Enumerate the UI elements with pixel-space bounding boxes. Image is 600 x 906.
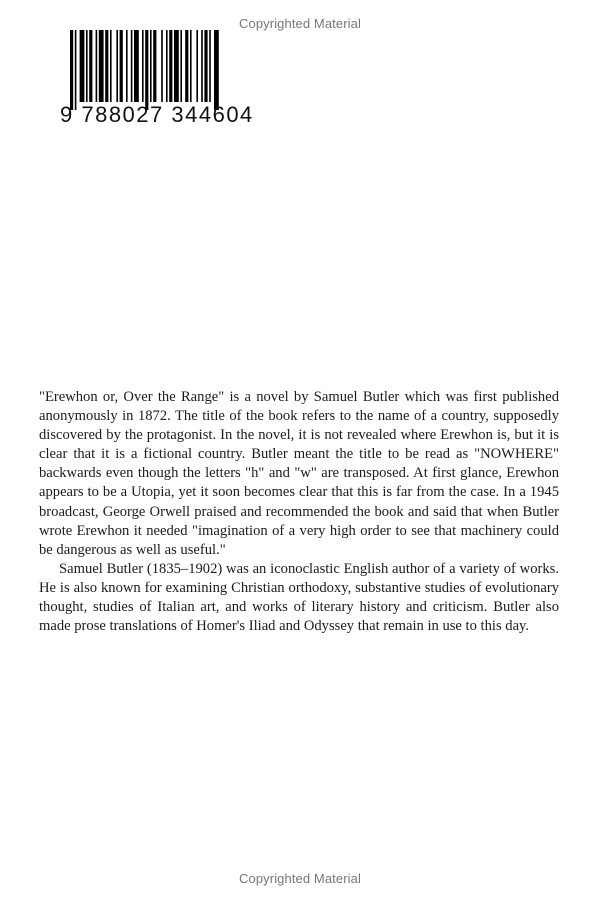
barcode-bar — [209, 30, 211, 102]
barcode-bar — [185, 30, 188, 102]
barcode-bar — [174, 30, 179, 102]
book-description — [39, 388, 559, 636]
barcode-bar — [110, 30, 112, 102]
barcode-bar — [120, 30, 123, 102]
barcode-bar — [196, 30, 198, 102]
barcode-bar — [204, 30, 207, 102]
barcode-bar — [99, 30, 104, 102]
barcode-bar — [153, 30, 156, 102]
barcode-bar — [214, 30, 219, 110]
barcode-bar — [126, 30, 128, 102]
barcode-bar — [86, 30, 88, 102]
barcode-bars — [70, 30, 219, 110]
barcode-bar — [131, 30, 133, 102]
copyright-watermark-bottom: Copyrighted Material — [239, 871, 361, 886]
barcode-bar — [89, 30, 92, 102]
isbn-barcode-icon — [60, 28, 260, 124]
barcode-bar — [145, 30, 148, 110]
barcode-bar — [142, 30, 144, 102]
blurb-paragraph-novel: "Erewhon or, Over the Range" is a novel by Samuel Butler which was first published anonymously in 1872. The title of the book refers to the name of a country, supposedly discovered by the protagonist. In the novel, it is not revealed where Erewhon is, but it is clear that it is a fictional country. Butler meant the title to be read as "NOWHERE" backwards even though the letters "h" and "w" are transposed. At first glance, Erewhon appears to be a Utopia, yet it soon becomes clear that this is far from the case. In a 1945 broadcast, George Orwell praised and recommended the book and said that when Butler wrote Erewhon it needed "imagination of a very high order to see that machinery could be dangerous as well as useful." — [39, 389, 559, 558]
barcode-bar — [180, 30, 182, 102]
barcode-bar — [201, 30, 203, 102]
barcode-bar — [96, 30, 98, 102]
barcode-bar — [150, 30, 152, 102]
barcode-bar — [116, 30, 118, 102]
isbn-number: 9 788027 344604 — [60, 102, 254, 124]
barcode-bar — [134, 30, 139, 102]
barcode-bar — [190, 30, 192, 102]
barcode-bar — [80, 30, 85, 102]
barcode-bar — [70, 30, 73, 110]
barcode-bar — [75, 30, 77, 110]
barcode-bar — [166, 30, 168, 102]
copyright-watermark-top: Copyrighted Material — [239, 16, 361, 31]
barcode-bar — [161, 30, 163, 102]
barcode-bar — [105, 30, 108, 102]
blurb-paragraph-author: Samuel Butler (1835–1902) was an iconoclastic English author of a variety of works. He is also known for examining Christian orthodoxy, substantive studies of evolutionary thought, studies of Italian art, and works of literary history and criticism. Butler also made prose translations of Homer's Iliad and Odyssey that remain in use to this day. — [39, 560, 559, 635]
barcode-bar — [169, 30, 172, 102]
